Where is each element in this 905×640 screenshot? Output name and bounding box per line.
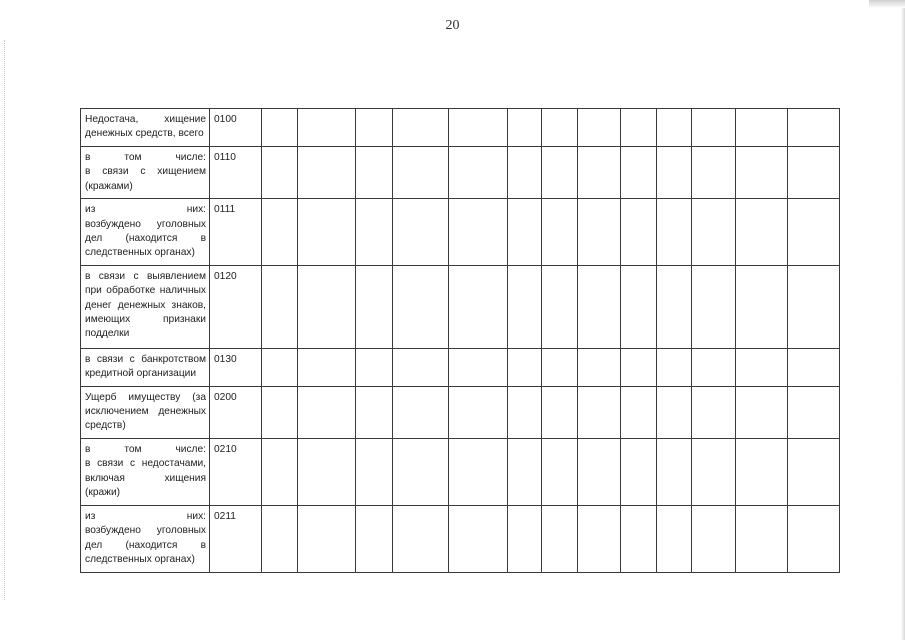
data-cell — [393, 147, 449, 199]
data-cell — [736, 505, 788, 572]
data-cell — [393, 199, 449, 266]
data-cell — [692, 438, 736, 505]
data-cell — [356, 199, 393, 266]
data-cell — [788, 147, 840, 199]
row-label-line: при обработке наличных — [85, 285, 206, 297]
data-cell — [578, 109, 621, 147]
data-cell — [449, 505, 508, 572]
data-cell — [578, 386, 621, 438]
row-label-line: кредитной организации — [85, 368, 197, 380]
data-cell — [621, 386, 657, 438]
data-cell — [298, 147, 356, 199]
data-cell — [657, 199, 692, 266]
data-cell — [393, 438, 449, 505]
data-cell — [542, 199, 578, 266]
data-cell — [542, 348, 578, 386]
data-cell — [621, 348, 657, 386]
data-cell — [621, 438, 657, 505]
data-cell — [621, 147, 657, 199]
data-cell — [736, 386, 788, 438]
row-label-line: Ущерб имуществу (за — [85, 391, 206, 403]
data-cell — [262, 109, 298, 147]
data-cell — [449, 109, 508, 147]
data-cell — [788, 438, 840, 505]
data-cell — [298, 386, 356, 438]
data-cell — [788, 199, 840, 266]
data-cell — [692, 109, 736, 147]
row-label-line: следственных органах) — [85, 554, 195, 566]
row-label-line: в связи с выявлением — [85, 270, 206, 282]
row-label-cell — [81, 199, 210, 266]
row-code-cell: 0111 — [210, 199, 262, 266]
data-cell — [578, 348, 621, 386]
row-label-line: включая хищения — [85, 472, 206, 484]
data-cell — [356, 386, 393, 438]
data-cell — [393, 348, 449, 386]
data-cell — [262, 386, 298, 438]
data-cell — [508, 348, 542, 386]
row-label-line: денежных средств, всего — [85, 128, 204, 140]
table-row — [81, 147, 840, 199]
corner-scan-mark — [869, 0, 905, 8]
table-row — [81, 265, 840, 348]
table-row — [81, 348, 840, 386]
data-cell — [657, 265, 692, 348]
data-cell — [508, 199, 542, 266]
data-cell — [449, 199, 508, 266]
data-cell — [657, 348, 692, 386]
data-cell — [298, 348, 356, 386]
data-cell — [736, 109, 788, 147]
row-label-cell — [81, 147, 210, 199]
row-code-cell: 0110 — [210, 147, 262, 199]
data-cell — [542, 109, 578, 147]
data-cell — [356, 438, 393, 505]
data-cell — [508, 109, 542, 147]
data-cell — [262, 505, 298, 572]
row-label-line: следственных органах) — [85, 247, 195, 259]
row-label-line: в связи с хищением — [85, 166, 206, 178]
report-table — [80, 108, 840, 573]
table-row — [81, 109, 840, 147]
data-cell — [788, 109, 840, 147]
data-cell — [393, 265, 449, 348]
data-cell — [621, 199, 657, 266]
data-cell — [788, 505, 840, 572]
data-cell — [449, 386, 508, 438]
row-label-cell — [81, 505, 210, 572]
data-cell — [736, 147, 788, 199]
row-label-line: в том числе: — [85, 152, 206, 163]
data-cell — [692, 505, 736, 572]
data-cell — [298, 199, 356, 266]
data-cell — [393, 505, 449, 572]
data-cell — [692, 199, 736, 266]
data-cell — [621, 109, 657, 147]
data-cell — [262, 199, 298, 266]
data-cell — [657, 109, 692, 147]
data-cell — [542, 438, 578, 505]
data-cell — [262, 147, 298, 199]
data-cell — [356, 265, 393, 348]
row-label-cell — [81, 265, 210, 348]
data-cell — [578, 199, 621, 266]
page-number: 20 — [445, 18, 460, 33]
table-row — [81, 438, 840, 505]
data-cell — [393, 386, 449, 438]
row-label-line: возбуждено уголовных — [85, 218, 206, 230]
data-cell — [578, 147, 621, 199]
data-cell — [736, 438, 788, 505]
table-row — [81, 386, 840, 438]
page-edge-shadow — [901, 0, 905, 640]
row-code-cell: 0210 — [210, 438, 262, 505]
data-cell — [298, 265, 356, 348]
data-cell — [508, 265, 542, 348]
row-label-line: (кражами) — [85, 180, 133, 192]
data-cell — [621, 265, 657, 348]
data-cell — [356, 109, 393, 147]
row-code-cell: 0200 — [210, 386, 262, 438]
data-cell — [736, 265, 788, 348]
data-cell — [449, 348, 508, 386]
data-cell — [262, 438, 298, 505]
row-label-cell — [81, 386, 210, 438]
data-cell — [449, 438, 508, 505]
data-cell — [578, 438, 621, 505]
report-table-body — [81, 109, 840, 573]
data-cell — [393, 109, 449, 147]
data-cell — [578, 505, 621, 572]
table-row — [81, 505, 840, 572]
row-label-line: подделки — [85, 328, 130, 340]
row-label-line: из них: — [85, 510, 206, 522]
data-cell — [788, 386, 840, 438]
data-cell — [262, 265, 298, 348]
row-label-line: из них: — [85, 204, 206, 216]
data-cell — [692, 386, 736, 438]
data-cell — [449, 265, 508, 348]
table-row — [81, 199, 840, 266]
data-cell — [788, 265, 840, 348]
data-cell — [508, 147, 542, 199]
row-label-line: в том числе: — [85, 443, 206, 455]
data-cell — [657, 438, 692, 505]
data-cell — [621, 505, 657, 572]
data-cell — [356, 147, 393, 199]
data-cell — [692, 265, 736, 348]
row-label-cell — [81, 109, 210, 147]
row-label-line: имеющих признаки — [85, 314, 206, 326]
row-code-cell: 0120 — [210, 265, 262, 348]
left-margin-marks — [4, 40, 6, 600]
row-label-line: Недостача, хищение — [85, 114, 206, 125]
row-label-line: исключением денежных — [85, 406, 206, 418]
data-cell — [657, 147, 692, 199]
row-label-line: дел (находится в — [85, 539, 206, 551]
data-cell — [449, 147, 508, 199]
data-cell — [262, 348, 298, 386]
data-cell — [657, 386, 692, 438]
row-label-line: возбуждено уголовных — [85, 525, 206, 537]
row-code-cell: 0130 — [210, 348, 262, 386]
data-cell — [508, 505, 542, 572]
data-cell — [508, 438, 542, 505]
data-cell — [736, 348, 788, 386]
data-cell — [542, 147, 578, 199]
data-cell — [788, 348, 840, 386]
data-cell — [542, 505, 578, 572]
row-label-line: (кражи) — [85, 487, 121, 499]
row-label-line: средств) — [85, 420, 126, 432]
row-label-line: денег денежных знаков, — [85, 299, 206, 311]
data-cell — [692, 348, 736, 386]
data-cell — [692, 147, 736, 199]
row-code-cell: 0100 — [210, 109, 262, 147]
data-cell — [298, 438, 356, 505]
data-cell — [356, 348, 393, 386]
data-cell — [657, 505, 692, 572]
data-cell — [578, 265, 621, 348]
row-label-line: в связи с недостачами, — [85, 458, 206, 470]
data-cell — [298, 109, 356, 147]
data-cell — [356, 505, 393, 572]
row-label-cell — [81, 348, 210, 386]
data-cell — [736, 199, 788, 266]
row-label-cell — [81, 438, 210, 505]
data-cell — [542, 265, 578, 348]
data-cell — [508, 386, 542, 438]
row-label-line: дел (находится в — [85, 233, 206, 245]
row-code-cell: 0211 — [210, 505, 262, 572]
data-cell — [542, 386, 578, 438]
data-cell — [298, 505, 356, 572]
row-label-line: в связи с банкротством — [85, 353, 206, 365]
